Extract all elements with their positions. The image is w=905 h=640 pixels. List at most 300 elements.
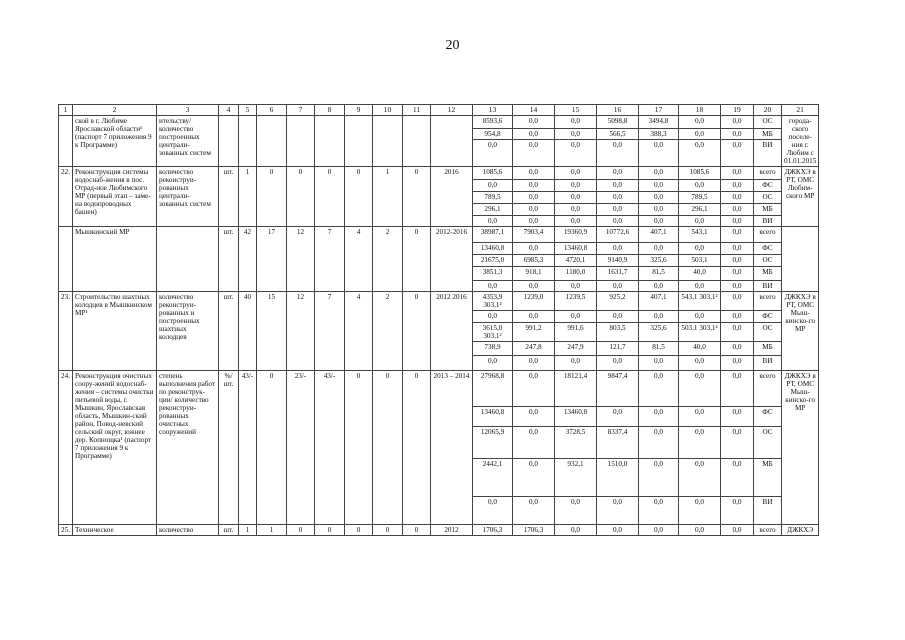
indicator-value: 0 bbox=[257, 167, 287, 227]
funding-value: 0,0 bbox=[555, 167, 597, 180]
funding-value: 40,0 bbox=[679, 267, 721, 281]
indicator-value: 12 bbox=[287, 292, 315, 371]
funding-value: 0,0 bbox=[721, 116, 754, 129]
funding-value: 0,0 bbox=[639, 497, 679, 525]
funding-value: 0,0 bbox=[721, 497, 754, 525]
column-number: 4 bbox=[219, 105, 239, 116]
indicator-value bbox=[403, 116, 431, 167]
row-number: 24. bbox=[59, 371, 73, 525]
funding-source: ВИ bbox=[754, 356, 782, 371]
column-number: 8 bbox=[315, 105, 345, 116]
indicator-name: количество bbox=[157, 525, 219, 536]
funding-value: 789,5 bbox=[473, 192, 513, 204]
indicator-value bbox=[315, 116, 345, 167]
funding-value: 0,0 bbox=[639, 525, 679, 536]
indicator-value: 1 bbox=[239, 167, 257, 227]
funding-value: 0,0 bbox=[721, 129, 754, 140]
unit-cell bbox=[219, 116, 239, 167]
indicator-value: 0 bbox=[403, 292, 431, 371]
funding-value: 803,5 bbox=[597, 323, 639, 342]
funding-value: 0,0 bbox=[639, 204, 679, 216]
funding-value: 0,0 bbox=[679, 311, 721, 323]
indicator-name: степень выполнения работ по реконструк-ции/ количество реконструи-рованных очистных сооружений bbox=[157, 371, 219, 525]
indicator-value: 2012 2016 bbox=[431, 292, 473, 371]
funding-value: 789,5 bbox=[679, 192, 721, 204]
funding-value: 18121,4 bbox=[555, 371, 597, 407]
funding-value: 325,6 bbox=[639, 323, 679, 342]
funding-value: 0,0 bbox=[679, 180, 721, 192]
funding-value: 407,1 bbox=[639, 292, 679, 311]
row-number bbox=[59, 116, 73, 167]
indicator-value: 0 bbox=[403, 227, 431, 292]
funding-value: 0,0 bbox=[597, 192, 639, 204]
funding-value: 296,1 bbox=[679, 204, 721, 216]
funding-value: 0,0 bbox=[721, 356, 754, 371]
indicator-value bbox=[257, 116, 287, 167]
funding-value: 8593,6 bbox=[473, 116, 513, 129]
funding-value: 0,0 bbox=[513, 204, 555, 216]
indicator-value: 12 bbox=[287, 227, 315, 292]
column-number: 17 bbox=[639, 105, 679, 116]
funding-value: 0,0 bbox=[597, 180, 639, 192]
funding-value: 0,0 bbox=[639, 180, 679, 192]
funding-value: 0,0 bbox=[555, 140, 597, 167]
funding-value: 5098,8 bbox=[597, 116, 639, 129]
column-number: 20 bbox=[754, 105, 782, 116]
funding-value: 0,0 bbox=[555, 129, 597, 140]
indicator-value: 42 bbox=[239, 227, 257, 292]
funding-value: 0,0 bbox=[597, 525, 639, 536]
funding-value: 0,0 bbox=[721, 216, 754, 227]
column-number: 11 bbox=[403, 105, 431, 116]
funding-value: 0,0 bbox=[597, 497, 639, 525]
funding-value: 0,0 bbox=[597, 311, 639, 323]
funding-value: 0,0 bbox=[721, 342, 754, 356]
measure-name: Реконструкция системы водоснаб-жения в пос. Отрад-ное Любимского МР (первый этап – заме-на водопроводных башен) bbox=[73, 167, 157, 227]
funding-value: 0,0 bbox=[721, 180, 754, 192]
table-row bbox=[59, 227, 819, 243]
funding-value: 0,0 bbox=[679, 129, 721, 140]
funding-source: МБ bbox=[754, 129, 782, 140]
funding-value: 3728,5 bbox=[555, 427, 597, 459]
funding-value: 0,0 bbox=[679, 216, 721, 227]
funding-value: 0,0 bbox=[721, 525, 754, 536]
column-number: 16 bbox=[597, 105, 639, 116]
funding-value: 932,1 bbox=[555, 459, 597, 497]
indicator-value bbox=[345, 116, 373, 167]
indicator-value: 1 bbox=[373, 167, 403, 227]
funding-value: 0,0 bbox=[721, 192, 754, 204]
funding-value: 0,0 bbox=[513, 356, 555, 371]
measure-name: Строительство шахтных колодцев в Мышкинском МР¹ bbox=[73, 292, 157, 371]
indicator-value: 0 bbox=[345, 371, 373, 525]
funding-value: 0,0 bbox=[513, 192, 555, 204]
funding-value: 503,1 303,1² bbox=[679, 323, 721, 342]
funding-value: 38987,1 bbox=[473, 227, 513, 243]
funding-value: 325,6 bbox=[639, 255, 679, 267]
indicator-value: 1 bbox=[257, 525, 287, 536]
funding-value: 2442,1 bbox=[473, 459, 513, 497]
column-number: 12 bbox=[431, 105, 473, 116]
funding-value: 0,0 bbox=[639, 371, 679, 407]
indicator-value: 4 bbox=[345, 227, 373, 292]
funding-value: 81,5 bbox=[639, 267, 679, 281]
funding-source: ВИ bbox=[754, 140, 782, 167]
funding-value: 543,1 303,1² bbox=[679, 292, 721, 311]
indicator-value bbox=[287, 116, 315, 167]
funding-value: 0,0 bbox=[679, 407, 721, 427]
funding-value: 0,0 bbox=[639, 216, 679, 227]
indicator-value: 0 bbox=[287, 525, 315, 536]
page-number: 20 bbox=[445, 38, 460, 53]
funding-source: МБ bbox=[754, 459, 782, 497]
funding-value: 13460,8 bbox=[555, 407, 597, 427]
funding-value: 10772,6 bbox=[597, 227, 639, 243]
row-number bbox=[59, 227, 73, 292]
indicator-value: 15 bbox=[257, 292, 287, 371]
funding-value: 1085,6 bbox=[473, 167, 513, 180]
funding-value: 0,0 bbox=[639, 311, 679, 323]
funding-value: 925,2 bbox=[597, 292, 639, 311]
funding-value: 0,0 bbox=[597, 204, 639, 216]
funding-value: 0,0 bbox=[513, 243, 555, 255]
funding-value: 0,0 bbox=[679, 497, 721, 525]
funding-source: ФС bbox=[754, 243, 782, 255]
funding-value: 0,0 bbox=[473, 216, 513, 227]
funding-source: ВИ bbox=[754, 497, 782, 525]
funding-source: ОС bbox=[754, 192, 782, 204]
indicator-value: 17 bbox=[257, 227, 287, 292]
executor-cell: города-ского поселе-ния г. Любим с 01.01.2015 bbox=[782, 116, 819, 167]
indicator-value: 2 bbox=[373, 227, 403, 292]
funding-value: 13460,8 bbox=[473, 407, 513, 427]
funding-value: 0,0 bbox=[597, 281, 639, 292]
funding-value: 1706,3 bbox=[473, 525, 513, 536]
funding-value: 954,8 bbox=[473, 129, 513, 140]
indicator-value bbox=[373, 116, 403, 167]
funding-value: 0,0 bbox=[513, 140, 555, 167]
funding-source: ФС bbox=[754, 311, 782, 323]
funding-value: 0,0 bbox=[721, 204, 754, 216]
funding-value: 0,0 bbox=[721, 427, 754, 459]
funding-source: ФС bbox=[754, 180, 782, 192]
column-number: 3 bbox=[157, 105, 219, 116]
funding-value: 0,0 bbox=[513, 281, 555, 292]
unit-cell: шт. bbox=[219, 525, 239, 536]
funding-value: 0,0 bbox=[679, 140, 721, 167]
funding-value: 3615,0 303,1² bbox=[473, 323, 513, 342]
funding-value: 0,0 bbox=[473, 180, 513, 192]
funding-value: 0,0 bbox=[679, 459, 721, 497]
funding-value: 0,0 bbox=[721, 292, 754, 311]
funding-value: 0,0 bbox=[473, 140, 513, 167]
funding-value: 0,0 bbox=[639, 407, 679, 427]
table-row bbox=[59, 371, 819, 407]
funding-value: 0,0 bbox=[721, 407, 754, 427]
funding-value: 566,5 bbox=[597, 129, 639, 140]
funding-source: всего bbox=[754, 167, 782, 180]
column-number: 2 bbox=[73, 105, 157, 116]
executor-cell: ДЖКХЭ в РТ, ОМС Мыш-кинско-го МР bbox=[782, 371, 819, 525]
funding-value: 0,0 bbox=[513, 216, 555, 227]
indicator-value: 0 bbox=[257, 371, 287, 525]
indicator-value: 0 bbox=[373, 525, 403, 536]
funding-value: 0,0 bbox=[473, 281, 513, 292]
funding-source: ВИ bbox=[754, 281, 782, 292]
column-number: 7 bbox=[287, 105, 315, 116]
funding-value: 0,0 bbox=[597, 140, 639, 167]
funding-value: 0,0 bbox=[721, 140, 754, 167]
indicator-value: 0 bbox=[345, 167, 373, 227]
funding-value: 0,0 bbox=[513, 427, 555, 459]
unit-cell: шт. bbox=[219, 227, 239, 292]
funding-source: ОС bbox=[754, 116, 782, 129]
funding-value: 0,0 bbox=[679, 427, 721, 459]
funding-value: 13460,8 bbox=[473, 243, 513, 255]
funding-value: 738,9 bbox=[473, 342, 513, 356]
indicator-name bbox=[157, 227, 219, 292]
funding-value: 121,7 bbox=[597, 342, 639, 356]
funding-value: 0,0 bbox=[639, 281, 679, 292]
funding-value: 0,0 bbox=[597, 407, 639, 427]
funding-value: 247,9 bbox=[555, 342, 597, 356]
funding-value: 81,5 bbox=[639, 342, 679, 356]
executor-cell: ДЖКХЭ bbox=[782, 525, 819, 536]
indicator-value: 0 bbox=[403, 371, 431, 525]
funding-value: 0,0 bbox=[639, 167, 679, 180]
indicator-value: 0 bbox=[403, 167, 431, 227]
funding-value: 0,0 bbox=[597, 243, 639, 255]
funding-value: 19360,9 bbox=[555, 227, 597, 243]
table-row bbox=[59, 292, 819, 311]
funding-value: 0,0 bbox=[721, 227, 754, 243]
funding-value: 1085,6 bbox=[679, 167, 721, 180]
funding-value: 0,0 bbox=[639, 427, 679, 459]
executor-cell: ДЖКХЭ в РТ, ОМС Мыш-кинско-го МР bbox=[782, 292, 819, 371]
measure-name: ской в г. Любиме Ярославской области¹ (паспорт 7 приложения 9 к Программе) bbox=[73, 116, 157, 167]
funding-value: 0,0 bbox=[721, 255, 754, 267]
indicator-value: 0 bbox=[403, 525, 431, 536]
funding-value: 0,0 bbox=[555, 192, 597, 204]
executor-cell: ДЖКХЭ в РТ, ОМС Любим-ского МР bbox=[782, 167, 819, 227]
column-number: 13 bbox=[473, 105, 513, 116]
funding-value: 1180,0 bbox=[555, 267, 597, 281]
executor-cell bbox=[782, 227, 819, 292]
row-number: 22. bbox=[59, 167, 73, 227]
indicator-value: 0 bbox=[315, 525, 345, 536]
funding-value: 27968,8 bbox=[473, 371, 513, 407]
funding-value: 1631,7 bbox=[597, 267, 639, 281]
funding-value: 7903,4 bbox=[513, 227, 555, 243]
funding-value: 0,0 bbox=[721, 311, 754, 323]
funding-value: 0,0 bbox=[721, 323, 754, 342]
funding-value: 503,1 bbox=[679, 255, 721, 267]
funding-value: 0,0 bbox=[555, 311, 597, 323]
header-row bbox=[59, 105, 819, 116]
funding-source: всего bbox=[754, 525, 782, 536]
funding-value: 991,2 bbox=[513, 323, 555, 342]
funding-value: 13460,8 bbox=[555, 243, 597, 255]
funding-value: 0,0 bbox=[513, 129, 555, 140]
column-number: 14 bbox=[513, 105, 555, 116]
funding-value: 0,0 bbox=[597, 216, 639, 227]
column-number: 18 bbox=[679, 105, 721, 116]
indicator-value: 0 bbox=[373, 371, 403, 525]
column-number: 10 bbox=[373, 105, 403, 116]
column-number: 5 bbox=[239, 105, 257, 116]
funding-value: 0,0 bbox=[513, 371, 555, 407]
column-number: 21 bbox=[782, 105, 819, 116]
funding-value: 9140,9 bbox=[597, 255, 639, 267]
column-number: 9 bbox=[345, 105, 373, 116]
funding-value: 0,0 bbox=[679, 356, 721, 371]
funding-value: 0,0 bbox=[679, 243, 721, 255]
funding-source: ОС bbox=[754, 255, 782, 267]
funding-value: 918,1 bbox=[513, 267, 555, 281]
column-number: 15 bbox=[555, 105, 597, 116]
indicator-value: 2016 bbox=[431, 167, 473, 227]
funding-value: 388,3 bbox=[639, 129, 679, 140]
funding-value: 8337,4 bbox=[597, 427, 639, 459]
funding-value: 40,0 bbox=[679, 342, 721, 356]
funding-value: 0,0 bbox=[639, 192, 679, 204]
funding-value: 1510,0 bbox=[597, 459, 639, 497]
unit-cell: %/ шт. bbox=[219, 371, 239, 525]
unit-cell: шт. bbox=[219, 292, 239, 371]
funding-value: 0,0 bbox=[555, 180, 597, 192]
funding-value: 0,0 bbox=[679, 371, 721, 407]
funding-value: 247,8 bbox=[513, 342, 555, 356]
funding-source: ВИ bbox=[754, 216, 782, 227]
indicator-value bbox=[239, 116, 257, 167]
funding-value: 1706,3 bbox=[513, 525, 555, 536]
indicator-value: 0 bbox=[315, 167, 345, 227]
funding-value: 0,0 bbox=[555, 204, 597, 216]
funding-source: ФС bbox=[754, 407, 782, 427]
funding-value: 0,0 bbox=[679, 116, 721, 129]
funding-value: 0,0 bbox=[639, 459, 679, 497]
funding-value: 0,0 bbox=[513, 311, 555, 323]
funding-value: 0,0 bbox=[721, 371, 754, 407]
indicator-value: 43/- bbox=[239, 371, 257, 525]
funding-value: 4353,9 303,1² bbox=[473, 292, 513, 311]
measure-name: Техническое bbox=[73, 525, 157, 536]
funding-value: 21675,0 bbox=[473, 255, 513, 267]
row-number: 25. bbox=[59, 525, 73, 536]
funding-value: 0,0 bbox=[721, 459, 754, 497]
indicator-value: 40 bbox=[239, 292, 257, 371]
funding-value: 991,6 bbox=[555, 323, 597, 342]
indicator-value bbox=[431, 116, 473, 167]
indicator-value: 2013 – 2014 bbox=[431, 371, 473, 525]
column-number: 19 bbox=[721, 105, 754, 116]
funding-value: 0,0 bbox=[639, 243, 679, 255]
unit-cell: шт. bbox=[219, 167, 239, 227]
indicator-value: 7 bbox=[315, 227, 345, 292]
indicator-name: ительству/ количество построенных централи-зованных систем bbox=[157, 116, 219, 167]
funding-value: 0,0 bbox=[721, 281, 754, 292]
column-number: 6 bbox=[257, 105, 287, 116]
funding-value: 1239,5 bbox=[555, 292, 597, 311]
indicator-value: 7 bbox=[315, 292, 345, 371]
funding-source: всего bbox=[754, 292, 782, 311]
indicator-value: 2 bbox=[373, 292, 403, 371]
funding-value: 0,0 bbox=[679, 525, 721, 536]
funding-value: 0,0 bbox=[513, 459, 555, 497]
funding-value: 0,0 bbox=[473, 356, 513, 371]
funding-value: 0,0 bbox=[513, 497, 555, 525]
funding-value: 0,0 bbox=[513, 167, 555, 180]
funding-value: 0,0 bbox=[597, 167, 639, 180]
funding-value: 3494,8 bbox=[639, 116, 679, 129]
funding-value: 296,1 bbox=[473, 204, 513, 216]
program-table bbox=[58, 104, 819, 536]
column-number: 1 bbox=[59, 105, 73, 116]
funding-source: всего bbox=[754, 371, 782, 407]
funding-value: 4720,1 bbox=[555, 255, 597, 267]
measure-name: Реконструкция очистных соору-жений водоснаб-жения – системы очистки питьевой воды, г. Мышкин, Ярославская область, Мышкин-ский район, Повод-невский сельский округ, южнее дер. Копнощка¹ (паспорт 7 приложения 9 к Программе) bbox=[73, 371, 157, 525]
table-row bbox=[59, 525, 819, 536]
funding-value: 1239,0 bbox=[513, 292, 555, 311]
funding-value: 0,0 bbox=[513, 116, 555, 129]
measure-name: Мышкинский МР bbox=[73, 227, 157, 292]
funding-value: 12065,9 bbox=[473, 427, 513, 459]
funding-source: МБ bbox=[754, 342, 782, 356]
funding-value: 0,0 bbox=[555, 497, 597, 525]
funding-source: ОС bbox=[754, 427, 782, 459]
table-row bbox=[59, 167, 819, 180]
indicator-name: количество реконструи-рованных и построенных шахтных колодцев bbox=[157, 292, 219, 371]
funding-value: 0,0 bbox=[721, 243, 754, 255]
funding-value: 0,0 bbox=[473, 497, 513, 525]
funding-source: МБ bbox=[754, 204, 782, 216]
funding-value: 0,0 bbox=[639, 140, 679, 167]
funding-value: 0,0 bbox=[473, 311, 513, 323]
indicator-value: 0 bbox=[345, 525, 373, 536]
funding-value: 0,0 bbox=[721, 267, 754, 281]
funding-value: 0,0 bbox=[555, 525, 597, 536]
funding-value: 0,0 bbox=[679, 281, 721, 292]
indicator-value: 2012-2016 bbox=[431, 227, 473, 292]
indicator-value: 1 bbox=[239, 525, 257, 536]
funding-value: 9847,4 bbox=[597, 371, 639, 407]
row-number: 23. bbox=[59, 292, 73, 371]
indicator-value: 43/- bbox=[315, 371, 345, 525]
funding-value: 0,0 bbox=[555, 116, 597, 129]
funding-value: 0,0 bbox=[513, 180, 555, 192]
funding-value: 0,0 bbox=[639, 356, 679, 371]
funding-value: 3851,3 bbox=[473, 267, 513, 281]
funding-value: 0,0 bbox=[555, 216, 597, 227]
funding-value: 6985,3 bbox=[513, 255, 555, 267]
funding-source: МБ bbox=[754, 267, 782, 281]
indicator-name: количество реконструи-рованных централи-зованных систем bbox=[157, 167, 219, 227]
indicator-value: 0 bbox=[287, 167, 315, 227]
funding-value: 0,0 bbox=[555, 281, 597, 292]
funding-source: ОС bbox=[754, 323, 782, 342]
funding-value: 543,1 bbox=[679, 227, 721, 243]
indicator-value: 4 bbox=[345, 292, 373, 371]
indicator-value: 2012 bbox=[431, 525, 473, 536]
funding-value: 407,1 bbox=[639, 227, 679, 243]
funding-value: 0,0 bbox=[597, 356, 639, 371]
table-row bbox=[59, 116, 819, 129]
indicator-value: 23/- bbox=[287, 371, 315, 525]
funding-source: всего bbox=[754, 227, 782, 243]
funding-value: 0,0 bbox=[721, 167, 754, 180]
funding-value: 0,0 bbox=[513, 407, 555, 427]
funding-value: 0,0 bbox=[555, 356, 597, 371]
